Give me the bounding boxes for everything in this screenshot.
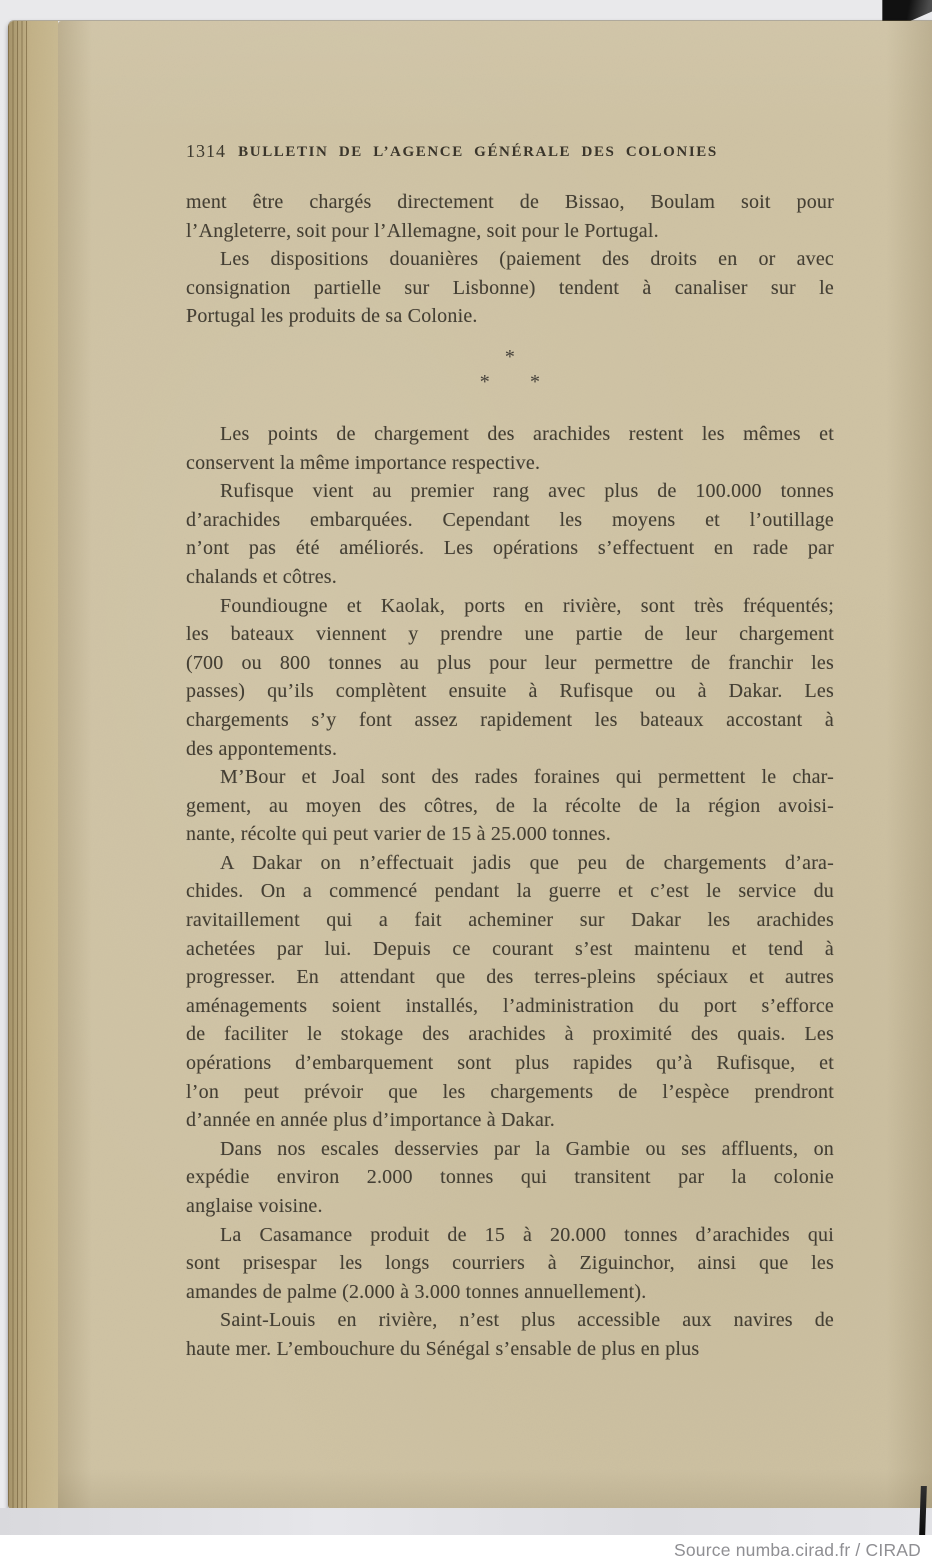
text-line: Rufisque vient au premier rang avec plus de 100.000 tonnes	[220, 480, 834, 503]
text-line: l’Angleterre, soit pour l’Allemagne, soit pour le Portugal.	[186, 219, 659, 242]
paragraph	[186, 592, 834, 764]
page-number: 1314	[186, 141, 226, 161]
text-line: nante, récolte qui peut varier de 15 à 25.000 tonnes.	[186, 823, 611, 846]
text-line: chalands et côtres.	[186, 565, 337, 588]
text-line: sont prisespar les longs courriers à Ziguinchor, ainsi que les	[186, 1252, 834, 1275]
text-line: amandes de palme (2.000 à 3.000 tonnes annuellement).	[186, 1280, 647, 1303]
page-body	[186, 188, 834, 1364]
text-line: les bateaux viennent y prendre une partie de leur chargement	[186, 623, 834, 646]
text-line: d’arachides embarquées. Cependant les moyens et l’outillage	[186, 508, 834, 531]
asterisk: *	[530, 370, 541, 393]
text-line: expédie environ 2.000 tonnes qui transitent par la colonie	[186, 1166, 834, 1189]
asterisk: *	[504, 345, 516, 368]
text-line: La Casamance produit de 15 à 20.000 tonnes d’arachides qui	[220, 1223, 834, 1246]
text-line: gement, au moyen des côtres, de la récolte de la région avoisi-	[186, 794, 834, 817]
scanner-background-band	[0, 1508, 932, 1535]
text-line: chides. On a commencé pendant la guerre et c’est le service du	[186, 880, 834, 903]
text-line: Saint-Louis en rivière, n’est plus accessible aux navires de	[220, 1309, 834, 1332]
text-line: achetées par lui. Depuis ce courant s’est maintenu et tend à	[186, 937, 834, 960]
text-line: consignation partielle sur Lisbonne) tendent à canaliser sur le	[186, 276, 834, 299]
paragraph	[186, 1221, 834, 1307]
text-line: aménagements soient installés, l’administration du port s’efforce	[186, 994, 834, 1017]
text-line: M’Bour et Joal sont des rades foraines qui permettent le char-	[220, 766, 834, 789]
text-line: conservent la même importance respective.	[186, 451, 541, 474]
source-attribution: Source numba.cirad.fr / CIRAD	[674, 1540, 921, 1560]
text-line: d’année en année plus d’importance à Dakar.	[186, 1109, 555, 1132]
text-line: haute mer. L’embouchure du Sénégal s’ensable de plus en plus	[186, 1337, 700, 1360]
paragraph	[186, 188, 834, 245]
text-line: Portugal les produits de sa Colonie.	[186, 305, 478, 328]
text-line: chargements s’y font assez rapidement les bateaux accostant à	[186, 708, 834, 731]
text-line: progresser. En attendant que des terres-pleins spéciaux et autres	[186, 966, 834, 989]
asterisk: *	[479, 370, 490, 393]
running-header	[186, 141, 834, 165]
text-line: des appontements.	[186, 737, 338, 760]
text-line: ravitaillement qui a fait acheminer sur Dakar les arachides	[186, 909, 834, 932]
paragraph	[186, 245, 834, 331]
text-line: Foundiougne et Kaolak, ports en rivière, sont très fréquentés;	[220, 594, 834, 617]
text-line: Les dispositions douanières (paiement des droits en or avec	[220, 248, 834, 271]
text-line: de faciliter le stokage des arachides à proximité des quais. Les	[186, 1023, 834, 1046]
paragraph	[186, 763, 834, 849]
journal-title: BULLETIN DE L’AGENCE GÉNÉRALE DES COLONIES	[238, 144, 718, 160]
paragraph	[186, 420, 834, 477]
text-line: Les points de chargement des arachides restent les mêmes et	[220, 422, 834, 445]
paragraph	[186, 849, 834, 1135]
text-line: n’ont pas été améliorés. Les opérations s’effectuent en rade par	[186, 537, 834, 560]
source-footer	[0, 1535, 932, 1566]
text-line: passes) qu’ils complètent ensuite à Rufisque ou à Dakar. Les	[186, 680, 834, 703]
text-line: ment être chargés directement de Bissao, Boulam soit pour	[186, 191, 834, 213]
text-line: opérations d’embarquement sont plus rapides qu’à Rufisque, et	[186, 1052, 834, 1075]
text-line: anglaise voisine.	[186, 1195, 323, 1217]
paragraph	[186, 1135, 834, 1221]
text-line: (700 ou 800 tonnes au plus pour leur permettre de franchir les	[186, 651, 834, 674]
text-line: l’on peut prévoir que les chargements de l’espèce prendront	[186, 1080, 834, 1103]
text-line: Dans nos escales desservies par la Gambie ou ses affluents, on	[220, 1137, 834, 1160]
section-separator	[186, 345, 834, 395]
paragraph	[186, 477, 834, 591]
paragraph	[186, 1306, 834, 1363]
text-line: A Dakar on n’effectuait jadis que peu de chargements d’ara-	[220, 851, 834, 874]
